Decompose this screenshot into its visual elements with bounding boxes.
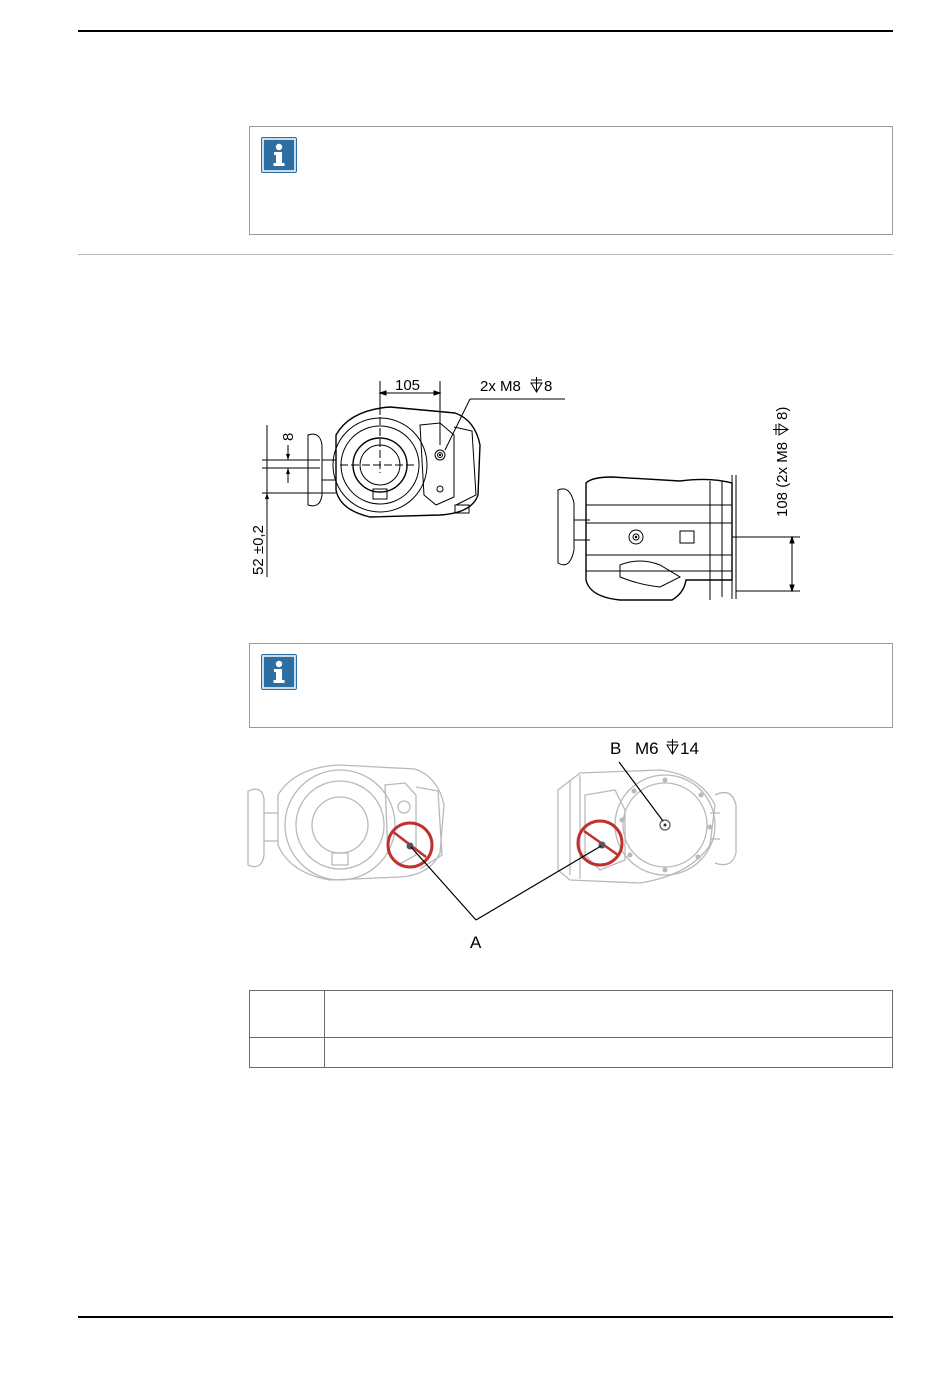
header-rule <box>78 30 893 32</box>
depth-symbol-icon <box>667 739 678 754</box>
table-row <box>250 1038 893 1068</box>
dim-m8-label: 2x M8 <box>480 378 521 395</box>
footer-rule <box>78 1316 893 1318</box>
depth-symbol-icon <box>531 377 542 392</box>
table-cell <box>250 1038 325 1068</box>
depth-symbol-icon <box>773 424 788 435</box>
highlight-circle-left <box>388 823 432 867</box>
label-a: A <box>470 933 482 952</box>
label-b: B <box>610 739 622 758</box>
label-m6: M6 <box>635 739 659 758</box>
label-m6-depth: 14 <box>680 739 699 758</box>
dim-108-depth: 8) <box>774 406 791 420</box>
note-box-1 <box>249 126 893 235</box>
section-divider <box>78 254 893 255</box>
info-icon <box>261 654 297 690</box>
table-cell <box>325 1038 893 1068</box>
dim-105-label: 105 <box>395 377 421 394</box>
parts-table <box>249 990 893 1068</box>
table-cell <box>325 991 893 1038</box>
dim-52-label: 52 ±0,2 <box>250 525 267 575</box>
hole-location-drawing <box>240 735 760 960</box>
note-box-2 <box>249 643 893 728</box>
dim-8-label: 8 <box>280 432 297 441</box>
dim-108-label: 108 (2x M8 <box>774 441 791 517</box>
table-cell <box>250 991 325 1038</box>
table-row <box>250 991 893 1038</box>
info-icon <box>261 137 297 173</box>
mounting-dimension-drawing <box>240 365 820 615</box>
dim-m8-depth: 8 <box>544 378 553 395</box>
